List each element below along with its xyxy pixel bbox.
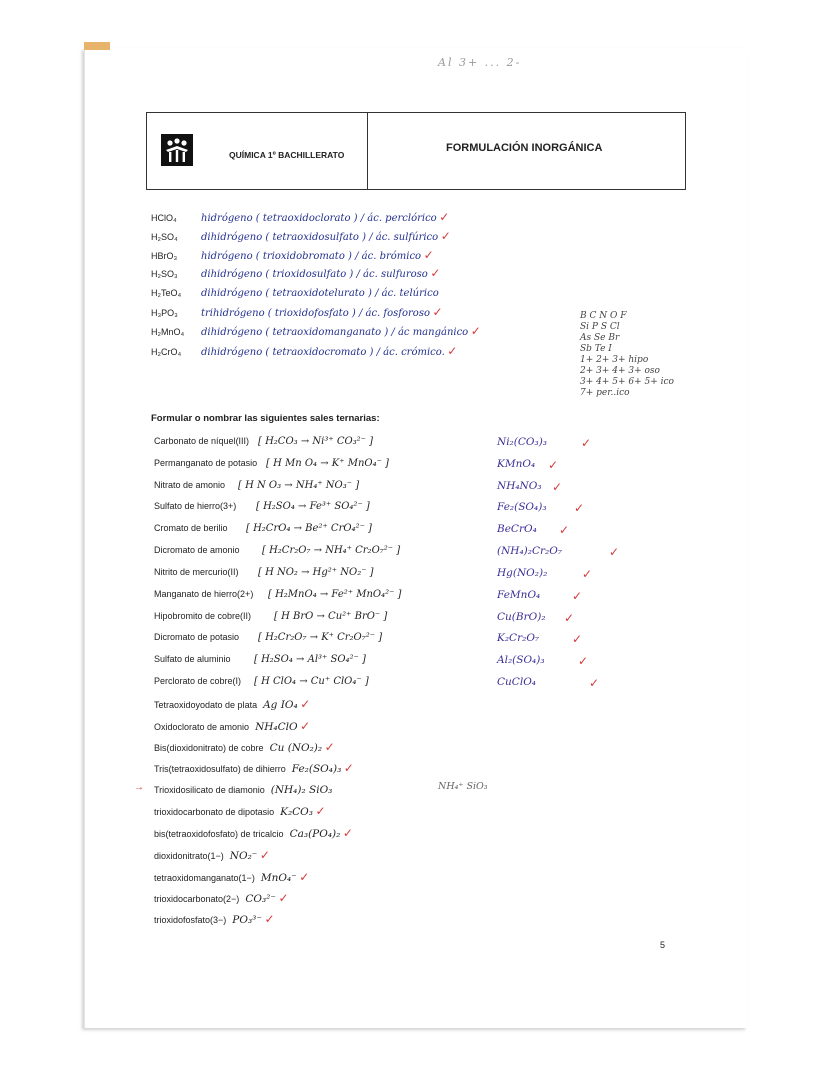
- check-icon: ✓: [439, 210, 450, 224]
- check-icon: ✓: [432, 305, 443, 319]
- name-row: bis(tetraoxidofosfato) de tricalcio Ca₃(PO₄)₂ ✓: [154, 826, 353, 840]
- check-icon: ✓: [447, 344, 458, 358]
- check-icon: ✓: [572, 589, 583, 603]
- acid-row: HClO₄ hidrógeno ( tetraoxidoclorato ) / ác. perclórico ✓: [151, 210, 450, 224]
- check-icon: ✓: [300, 719, 311, 733]
- header-left-cell: [147, 113, 368, 189]
- check-icon: ✓: [552, 480, 563, 494]
- name-row: tetraoxidomanganato(1−) MnO₄⁻ ✓: [154, 870, 310, 884]
- check-icon: ✓: [324, 740, 335, 754]
- check-icon: ✓: [430, 266, 441, 280]
- check-icon: ✓: [589, 676, 600, 690]
- top-scribble: Al 3+ ... 2-: [438, 56, 522, 69]
- name-row: Tetraoxidoyodato de plata Ag IO₄ ✓: [154, 697, 311, 711]
- check-icon: ✓: [574, 501, 585, 515]
- page-number: 5: [660, 940, 666, 950]
- acid-row: H₂SO₄ dihidrógeno ( tetraoxidosulfato ) / ác. sulfúrico ✓: [151, 229, 451, 243]
- course-label: QUÍMICA 1º BACHILLERATO: [229, 150, 345, 160]
- side-notes: B C N O F Si P S Cl As Se Br Sb Te I 1+ 2+ 3+ hipo 2+ 3+ 4+ 3+ oso 3+ 4+ 5+ 6+ 5+ ico 7+ per..ico: [580, 311, 674, 398]
- name-row: Tris(tetraoxidosulfato) de dihierro Fe₂(SO₄)₃ ✓: [154, 761, 354, 775]
- acid-row: H₂CrO₄ dihidrógeno ( tetraoxidocromato ) / ác. crómico. ✓: [151, 344, 458, 358]
- check-icon: ✓: [299, 870, 310, 884]
- salt-row: Carbonato de níquel(III) [ H₂CO₃ → Ni³⁺ CO₃²⁻ ] Ni₂(CO₃)₃ ✓: [154, 436, 592, 450]
- salt-row: Dicromato de amonio [ H₂Cr₂O₇ → NH₄⁺ Cr₂O₇²⁻ ] (NH₄)₂Cr₂O₇ ✓: [154, 545, 620, 559]
- check-icon: ✓: [342, 826, 353, 840]
- name-row: Oxidoclorato de amonio NH₄ClO ✓: [154, 719, 311, 733]
- check-icon: ✓: [572, 632, 583, 646]
- name-row: trioxidocarbonato(2−) CO₃²⁻ ✓: [154, 891, 289, 905]
- name-row: trioxidocarbonato de dipotasio K₂CO₃ ✓: [154, 804, 326, 818]
- check-icon: ✓: [582, 567, 593, 581]
- name-row: Trioxidosilicato de diamonio (NH₄)₂ SiO₃: [154, 784, 333, 796]
- header-right-cell: [368, 113, 685, 189]
- acid-row: H₂SO₃ dihidrógeno ( trioxidosulfato ) / ác. sulfuroso ✓: [151, 266, 441, 280]
- check-icon: ✓: [470, 324, 481, 338]
- salt-row: Sulfato de aluminio [ H₂SO₄ → Al³⁺ SO₄²⁻ ] Al₂(SO₄)₃ ✓: [154, 654, 589, 668]
- salt-row: Permanganato de potasio [ H Mn O₄ → K⁺ MnO₄⁻ ] KMnO₄ ✓: [154, 458, 559, 472]
- check-icon: ✓: [264, 912, 275, 926]
- name-row: dioxidonitrato(1−) NO₂⁻ ✓: [154, 848, 270, 862]
- salt-row: Nitrito de mercurio(II) [ H NO₂ → Hg²⁺ NO₂⁻ ] Hg(NO₂)₂ ✓: [154, 567, 593, 581]
- salt-row: Sulfato de hierro(3+) [ H₂SO₄ → Fe³⁺ SO₄²⁻ ] Fe₂(SO₄)₃ ✓: [154, 501, 585, 515]
- salt-row: Hipobromito de cobre(II) [ H BrO → Cu²⁺ BrO⁻ ] Cu(BrO)₂ ✓: [154, 611, 575, 625]
- salt-row: Manganato de hierro(2+) [ H₂MnO₄ → Fe²⁺ MnO₄²⁻ ] FeMnO₄ ✓: [154, 589, 583, 603]
- name-row: Bis(dioxidonitrato) de cobre Cu (NO₂)₂ ✓: [154, 740, 335, 754]
- school-logo-icon: [161, 134, 193, 166]
- check-icon: ✓: [343, 761, 354, 775]
- check-icon: ✓: [423, 248, 434, 262]
- arrow-mark-icon: →: [134, 782, 144, 793]
- check-icon: ✓: [564, 611, 575, 625]
- check-icon: ✓: [559, 523, 570, 537]
- check-icon: ✓: [315, 804, 326, 818]
- salt-row: Dicromato de potasio [ H₂Cr₂O₇ → K⁺ Cr₂O₇²⁻ ] K₂Cr₂O₇ ✓: [154, 632, 583, 646]
- document-header: [146, 112, 686, 190]
- salt-row: Cromato de berilio [ H₂CrO₄ → Be²⁺ CrO₄²⁻ ] BeCrO₄ ✓: [154, 523, 570, 537]
- check-icon: ✓: [259, 848, 270, 862]
- check-icon: ✓: [300, 697, 311, 711]
- ion-note: NH₄⁺ SiO₃: [438, 781, 488, 792]
- check-icon: ✓: [548, 458, 559, 472]
- check-icon: ✓: [581, 436, 592, 450]
- corner-tape: [84, 42, 110, 50]
- check-icon: ✓: [440, 229, 451, 243]
- acid-row: HBrO₃ hidrógeno ( trioxidobromato ) / ác. brómico ✓: [151, 248, 434, 262]
- acid-row: H₂MnO₄ dihidrógeno ( tetraoxidomanganato ) / ác mangánico ✓: [151, 324, 481, 338]
- acid-row: H₂TeO₄ dihidrógeno ( tetraoxidotelurato ) / ác. telúrico: [151, 288, 439, 299]
- acid-row: H₃PO₃ trihidrógeno ( trioxidofosfato ) / ác. fosforoso ✓: [151, 305, 443, 319]
- section-title: Formular o nombrar las siguientes sales ternarias:: [151, 413, 380, 424]
- check-icon: ✓: [609, 545, 620, 559]
- check-icon: ✓: [278, 891, 289, 905]
- salt-row: Nitrato de amonio [ H N O₃ → NH₄⁺ NO₃⁻ ] NH₄NO₃ ✓: [154, 480, 563, 494]
- document-title: FORMULACIÓN INORGÁNICA: [446, 142, 603, 154]
- check-icon: ✓: [578, 654, 589, 668]
- name-row: trioxidofosfato(3−) PO₃³⁻ ✓: [154, 912, 275, 926]
- salt-row: Perclorato de cobre(I) [ H ClO₄ → Cu⁺ ClO₄⁻ ] CuClO₄ ✓: [154, 676, 600, 690]
